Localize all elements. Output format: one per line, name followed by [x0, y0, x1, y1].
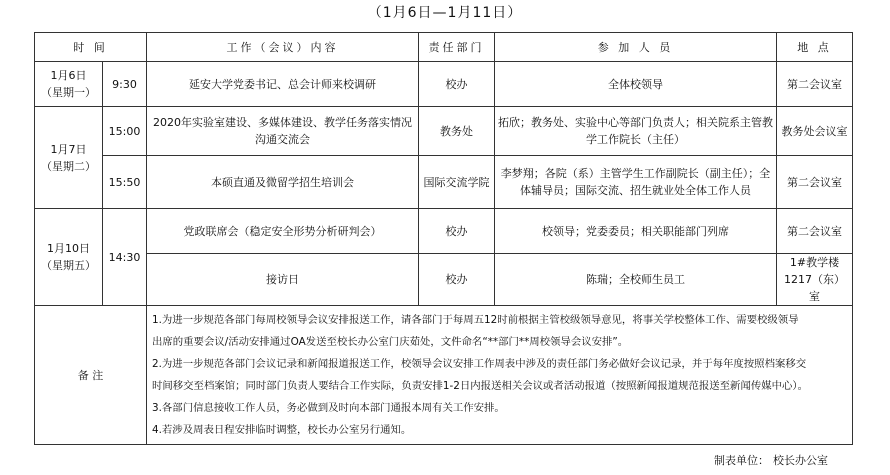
footer-unit: 校长办公室 [773, 454, 828, 467]
event-attendees: 李梦翔；各院（系）主管学生工作副院长（副主任）；全体辅导员；国际交流、招生就业处全体工作人员 [495, 156, 777, 209]
event-content: 延安大学党委书记、总会计师来校调研 [147, 62, 419, 107]
note-line: 4.若涉及周表日程安排临时调整，校长办公室另行通知。 [152, 424, 412, 436]
event-dept: 校办 [419, 209, 495, 254]
event-location: 教务处会议室 [777, 107, 853, 156]
date-range-title: （1月6日—1月11日） [367, 5, 523, 21]
table-row [35, 156, 853, 209]
note-line: 2.为进一步规范各部门会议记录和新闻报道报送工作，校领导会议安排工作周表中涉及的责任部门务必做好会议记录，并于每年度按照档案移交 [152, 358, 807, 370]
day-cell [35, 107, 103, 209]
event-dept: 校办 [419, 254, 495, 306]
event-content: 党政联席会（稳定安全形势分析研判会） [147, 209, 419, 254]
table-row [35, 209, 853, 254]
weekly-schedule-table [34, 32, 853, 445]
event-content: 本硕直通及微留学招生培训会 [147, 156, 419, 209]
header-content: 工作（会议）内容 [147, 33, 419, 62]
event-time: 15:00 [103, 107, 147, 156]
event-location: 第二会议室 [777, 62, 853, 107]
note-line: 3.各部门信息接收工作人员，务必做到及时向本部门通报本周有关工作安排。 [152, 402, 505, 414]
day-date: 1月10日 [47, 242, 90, 255]
header-time: 时 间 [35, 33, 147, 62]
day-date: 1月7日 [50, 142, 87, 156]
table-row [35, 62, 853, 107]
event-dept: 教务处 [419, 107, 495, 156]
notes-cell [147, 306, 853, 445]
day-weekday: （星期五） [41, 259, 96, 272]
table-row [35, 254, 853, 306]
event-dept: 校办 [419, 62, 495, 107]
day-date: 1月6日 [50, 69, 87, 82]
event-content: 2020年实验室建设、多媒体建设、教学任务落实情况沟通交流会 [147, 107, 419, 156]
header-attendees: 参 加 人 员 [495, 33, 777, 62]
table-row [35, 107, 853, 156]
event-attendees: 全体校领导 [495, 62, 777, 107]
event-location: 1#教学楼 1217（东）室 [777, 254, 853, 306]
header-row [35, 33, 853, 62]
note-line: 1.为进一步规范各部门每周校领导会议安排报送工作，请各部门于每周五12时前根据主管校级领导意见，将事关学校整体工作、需要校级领导 [152, 314, 799, 326]
event-time: 15:50 [103, 156, 147, 209]
event-dept: 国际交流学院 [419, 156, 495, 209]
day-cell [35, 209, 103, 306]
event-location: 第二会议室 [777, 209, 853, 254]
event-attendees: 拓欣；教务处、实验中心等部门负责人；相关院系主管教学工作院长（主任） [495, 107, 777, 156]
day-weekday: （星期二） [41, 159, 96, 173]
day-weekday: （星期一） [41, 86, 96, 99]
event-time: 14:30 [103, 209, 147, 306]
event-attendees: 陈瑞；全校师生员工 [495, 254, 777, 306]
footer-label: 制表单位： [714, 454, 769, 467]
notes-row [35, 306, 853, 445]
event-attendees: 校领导；党委委员；相关职能部门列席 [495, 209, 777, 254]
header-location: 地 点 [777, 33, 853, 62]
header-dept: 责任部门 [419, 33, 495, 62]
event-time: 9:30 [103, 62, 147, 107]
note-line: 出席的重要会议/活动安排通过OA发送至校长办公室门庆茹处，文件命名“**部门**周校领导会议安排”。 [152, 336, 629, 348]
note-line: 时间移交至档案馆；同时部门负责人要结合工作实际，负责安排1-2日内报送相关会议或者活动报道（按照新闻报道规范报送至新闻传媒中心）。 [152, 380, 808, 392]
day-cell [35, 62, 103, 107]
event-content: 接访日 [147, 254, 419, 306]
event-location: 第二会议室 [777, 156, 853, 209]
notes-label: 备 注 [35, 306, 147, 445]
footer [710, 452, 828, 468]
